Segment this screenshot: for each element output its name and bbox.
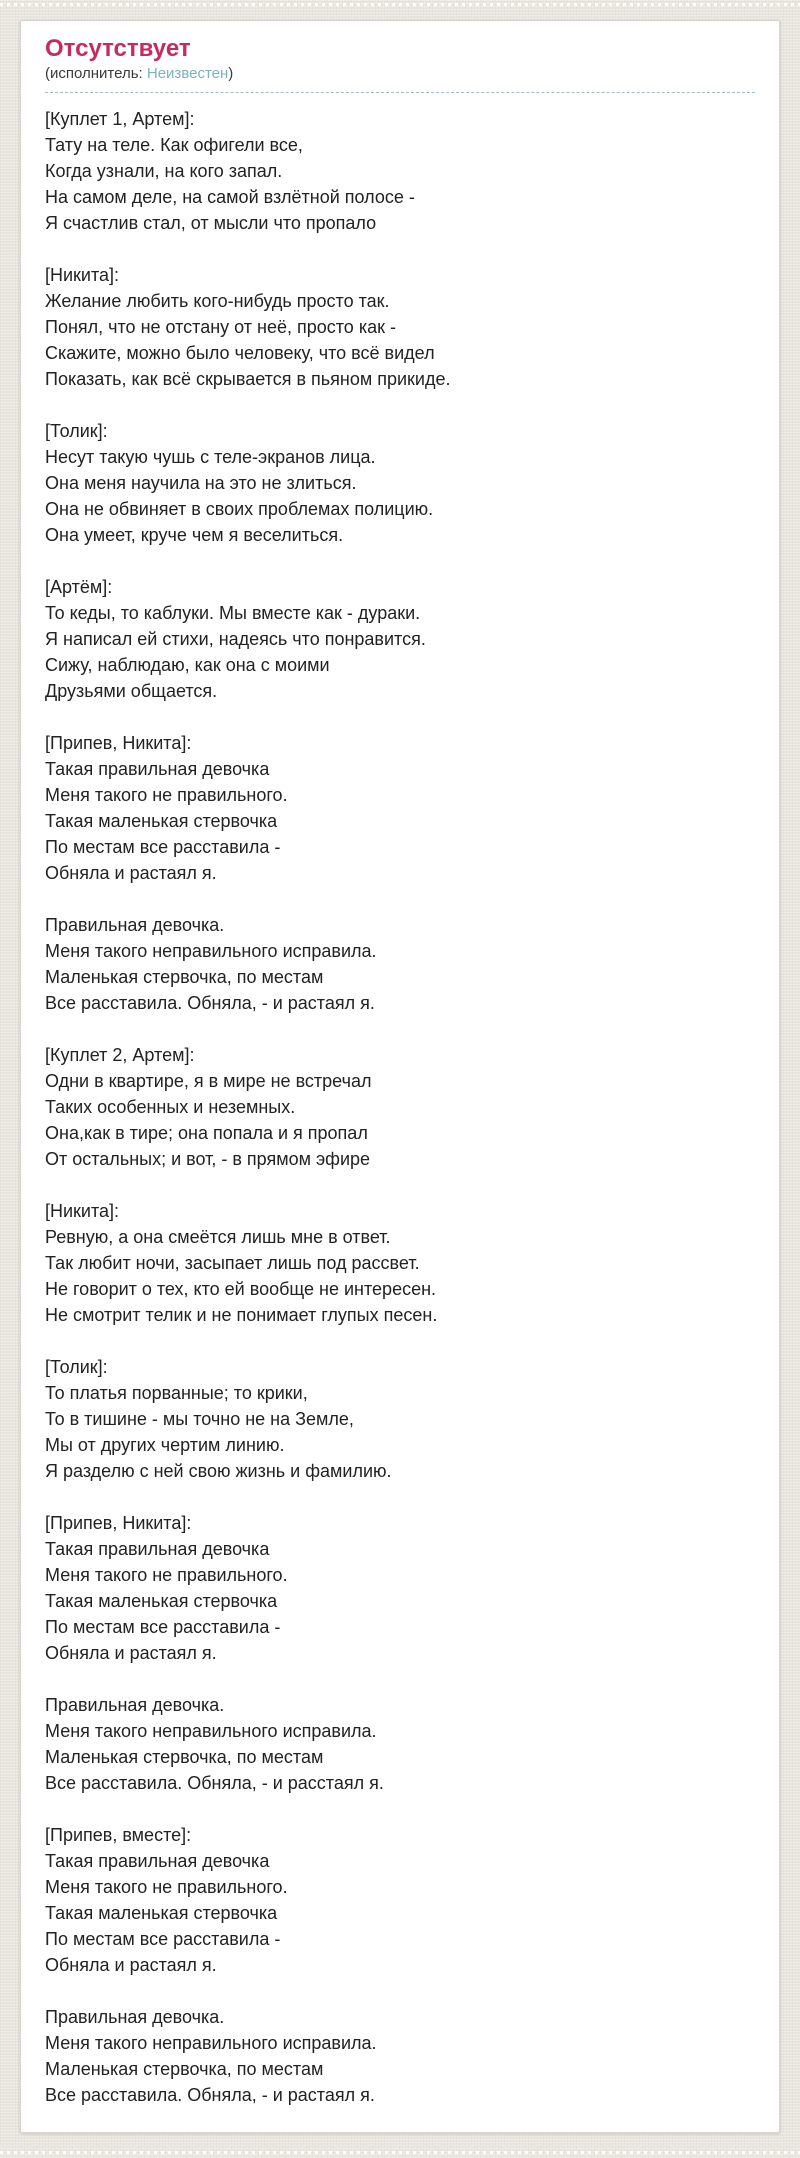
lyric-line: Друзьями общается.: [45, 680, 218, 701]
lyric-line: То платья порванные; то крики,: [45, 1382, 308, 1403]
lyric-line: Ревную, а она смеётся лишь мне в ответ.: [45, 1226, 391, 1247]
lyric-line: [Артём]:: [45, 576, 113, 597]
lyric-line: От остальных; и вот, - в прямом эфире: [45, 1148, 371, 1169]
lyric-line: Она не обвиняет в своих проблемах полицию.: [45, 498, 434, 519]
lyric-line: Она,как в тире; она попала и я пропал: [45, 1122, 368, 1143]
lyric-line: Меня такого не правильного.: [45, 1876, 288, 1897]
lyric-stanza: [45, 912, 755, 1016]
lyric-line: Правильная девочка.: [45, 2006, 225, 2027]
lyric-line: Маленькая стервочка, по местам: [45, 1746, 324, 1767]
lyric-line: Она меня научила на это не злиться.: [45, 472, 357, 493]
lyric-line: Меня такого не правильного.: [45, 784, 288, 805]
lyric-line: Одни в квартире, я в мире не встречал: [45, 1070, 372, 1091]
lyric-line: Желание любить кого-нибудь просто так.: [45, 290, 390, 311]
lyric-line: Меня такого неправильного исправила.: [45, 940, 377, 961]
lyric-line: По местам все расставила -: [45, 1616, 281, 1637]
lyrics-text: [45, 106, 755, 2108]
lyric-line: [Припев, Никита]:: [45, 1512, 192, 1533]
lyric-line: Такая маленькая стервочка: [45, 810, 278, 831]
lyric-stanza: [45, 1354, 755, 1484]
lyric-line: Так любит ночи, засыпает лишь под рассвет.: [45, 1252, 420, 1273]
perforation-dots-bottom: [0, 2151, 800, 2154]
lyric-stanza: [45, 1822, 755, 1978]
lyric-line: Не смотрит телик и не понимает глупых песен.: [45, 1304, 438, 1325]
lyric-line: Понял, что не отстану от неё, просто как -: [45, 316, 396, 337]
lyric-line: Обняла и растаял я.: [45, 1954, 217, 1975]
lyric-line: Я написал ей стихи, надеясь что понравится.: [45, 628, 426, 649]
lyric-line: Сижу, наблюдаю, как она с моими: [45, 654, 330, 675]
lyric-line: Такая правильная девочка: [45, 1850, 270, 1871]
lyric-line: Все расставила. Обняла, - и растаял я.: [45, 992, 375, 1013]
lyrics-card: [20, 20, 780, 2133]
lyric-line: Не говорит о тех, кто ей вообще не интересен.: [45, 1278, 437, 1299]
lyric-line: Все расставила. Обняла, - и растаял я.: [45, 2084, 375, 2105]
lyric-stanza: [45, 730, 755, 886]
lyric-line: Она умеет, круче чем я веселиться.: [45, 524, 344, 545]
lyric-line: Мы от других чертим линию.: [45, 1434, 285, 1455]
lyric-line: [Припев, Никита]:: [45, 732, 192, 753]
lyric-stanza: [45, 1198, 755, 1328]
song-title: Отсутствует: [45, 35, 191, 62]
lyric-line: Такая маленькая стервочка: [45, 1590, 278, 1611]
lyric-line: Все расставила. Обняла, - и расстаял я.: [45, 1772, 384, 1793]
lyric-line: Таких особенных и неземных.: [45, 1096, 296, 1117]
lyric-line: Я счастлив стал, от мысли что пропало: [45, 212, 377, 233]
song-header: [45, 34, 755, 93]
lyric-line: [Куплет 1, Артем]:: [45, 108, 195, 129]
lyric-line: По местам все расставила -: [45, 836, 281, 857]
lyric-line: По местам все расставила -: [45, 1928, 281, 1949]
lyric-stanza: [45, 418, 755, 548]
lyric-line: [Толик]:: [45, 420, 108, 441]
lyric-line: Правильная девочка.: [45, 1694, 225, 1715]
lyric-stanza: [45, 106, 755, 236]
artist-line: [45, 65, 755, 84]
lyric-line: [Никита]:: [45, 1200, 120, 1221]
lyric-line: Маленькая стервочка, по местам: [45, 966, 324, 987]
lyric-line: Я разделю с ней свою жизнь и фамилию.: [45, 1460, 392, 1481]
lyric-line: На самом деле, на самой взлётной полосе -: [45, 186, 415, 207]
lyric-line: Скажите, можно было человеку, что всё видел: [45, 342, 435, 363]
artist-label: (исполнитель:: [45, 65, 147, 82]
lyric-line: Несут такую чушь с теле-экранов лица.: [45, 446, 376, 467]
lyric-line: Такая правильная девочка: [45, 758, 270, 779]
lyric-line: Когда узнали, на кого запал.: [45, 160, 283, 181]
lyric-line: Меня такого не правильного.: [45, 1564, 288, 1585]
lyric-line: Обняла и растаял я.: [45, 862, 217, 883]
lyric-stanza: [45, 1692, 755, 1796]
lyric-line: [Никита]:: [45, 264, 120, 285]
lyric-line: Тату на теле. Как офигели все,: [45, 134, 303, 155]
lyric-line: Меня такого неправильного исправила.: [45, 2032, 377, 2053]
lyric-line: Такая правильная девочка: [45, 1538, 270, 1559]
lyric-line: Показать, как всё скрывается в пьяном прикиде.: [45, 368, 451, 389]
lyric-line: Маленькая стервочка, по местам: [45, 2058, 324, 2079]
artist-line-suffix: ): [228, 65, 234, 82]
lyric-line: [Толик]:: [45, 1356, 108, 1377]
lyric-stanza: [45, 262, 755, 392]
lyric-line: Обняла и растаял я.: [45, 1642, 217, 1663]
lyric-line: Правильная девочка.: [45, 914, 225, 935]
lyric-line: [Куплет 2, Артем]:: [45, 1044, 195, 1065]
lyric-stanza: [45, 574, 755, 704]
lyric-line: [Припев, вместе]:: [45, 1824, 192, 1845]
artist-link[interactable]: Неизвестен: [146, 65, 229, 82]
lyric-line: Меня такого неправильного исправила.: [45, 1720, 377, 1741]
lyric-stanza: [45, 2004, 755, 2108]
lyric-line: Такая маленькая стервочка: [45, 1902, 278, 1923]
lyric-line: То кеды, то каблуки. Мы вместе как - дураки.: [45, 602, 421, 623]
lyric-stanza: [45, 1042, 755, 1172]
lyric-stanza: [45, 1510, 755, 1666]
perforation-dots-top: [0, 3, 800, 6]
lyric-line: То в тишине - мы точно не на Земле,: [45, 1408, 354, 1429]
